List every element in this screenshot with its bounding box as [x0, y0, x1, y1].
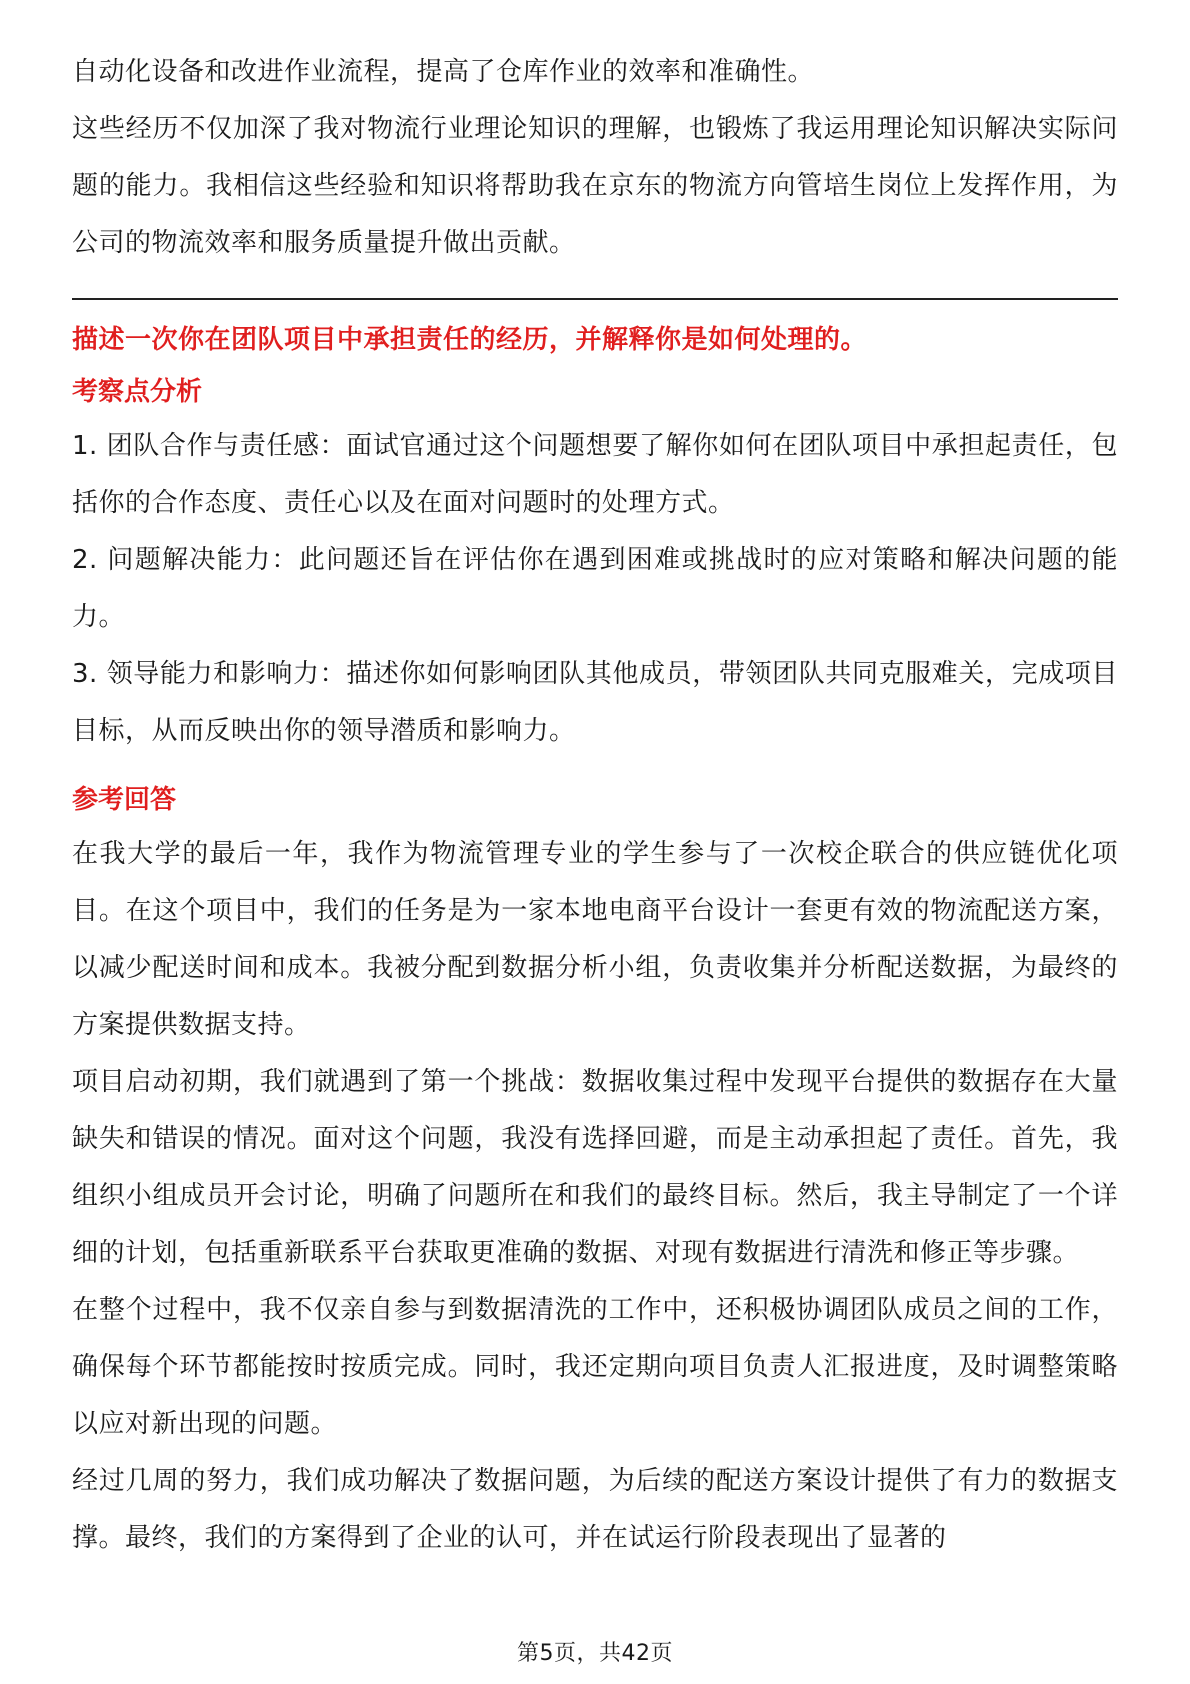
reference-answer-heading: 参考回答: [72, 785, 177, 815]
answer-paragraph-3: 在整个过程中，我不仅亲自参与到数据清洗的工作中，还积极协调团队成员之间的工作，确保每个环节都能按时按质完成。同时，我还定期向项目负责人汇报进度，及时调整策略以应对新出现的问题。: [72, 1295, 1118, 1439]
section-gap: [72, 760, 1118, 774]
interview-question: 描述一次你在团队项目中承担责任的经历，并解释你是如何处理的。: [72, 325, 868, 355]
intro-paragraph-1: 自动化设备和改进作业流程，提高了仓库作业的效率和准确性。: [72, 57, 815, 87]
analysis-heading: 考察点分析: [72, 377, 203, 407]
answer-paragraph-4: 经过几周的努力，我们成功解决了数据问题，为后续的配送方案设计提供了有力的数据支撑。最终，我们的方案得到了企业的认可，并在试运行阶段表现出了显著的: [72, 1466, 1118, 1553]
analysis-point-2: 2. 问题解决能力：此问题还旨在评估你在遇到困难或挑战时的应对策略和解决问题的能力。: [72, 545, 1118, 632]
analysis-point-3: 3. 领导能力和影响力：描述你如何影响团队其他成员，带领团队共同克服难关，完成项目目标，从而反映出你的领导潜质和影响力。: [72, 659, 1118, 746]
page-number-footer: 第5页，共42页: [517, 1641, 673, 1666]
intro-paragraph-2: 这些经历不仅加深了我对物流行业理论知识的理解，也锻炼了我运用理论知识解决实际问题的能力。我相信这些经验和知识将帮助我在京东的物流方向管培生岗位上发挥作用，为公司的物流效率和服务质量提升做出贡献。: [72, 114, 1118, 258]
answer-paragraph-2: 项目启动初期，我们就遇到了第一个挑战：数据收集过程中发现平台提供的数据存在大量缺失和错误的情况。面对这个问题，我没有选择回避，而是主动承担起了责任。首先，我组织小组成员开会讨论，明确了问题所在和我们的最终目标。然后，我主导制定了一个详细的计划，包括重新联系平台获取更准确的数据、对现有数据进行清洗和修正等步骤。: [72, 1067, 1118, 1268]
answer-paragraph-1: 在我大学的最后一年，我作为物流管理专业的学生参与了一次校企联合的供应链优化项目。在这个项目中，我们的任务是为一家本地电商平台设计一套更有效的物流配送方案，以减少配送时间和成本。我被分配到数据分析小组，负责收集并分析配送数据，为最终的方案提供数据支持。: [72, 839, 1118, 1040]
document-page: [72, 44, 1118, 1567]
analysis-point-1: 1. 团队合作与责任感：面试官通过这个问题想要了解你如何在团队项目中承担起责任，包括你的合作态度、责任心以及在面对问题时的处理方式。: [72, 431, 1118, 518]
section-divider: [72, 298, 1118, 300]
